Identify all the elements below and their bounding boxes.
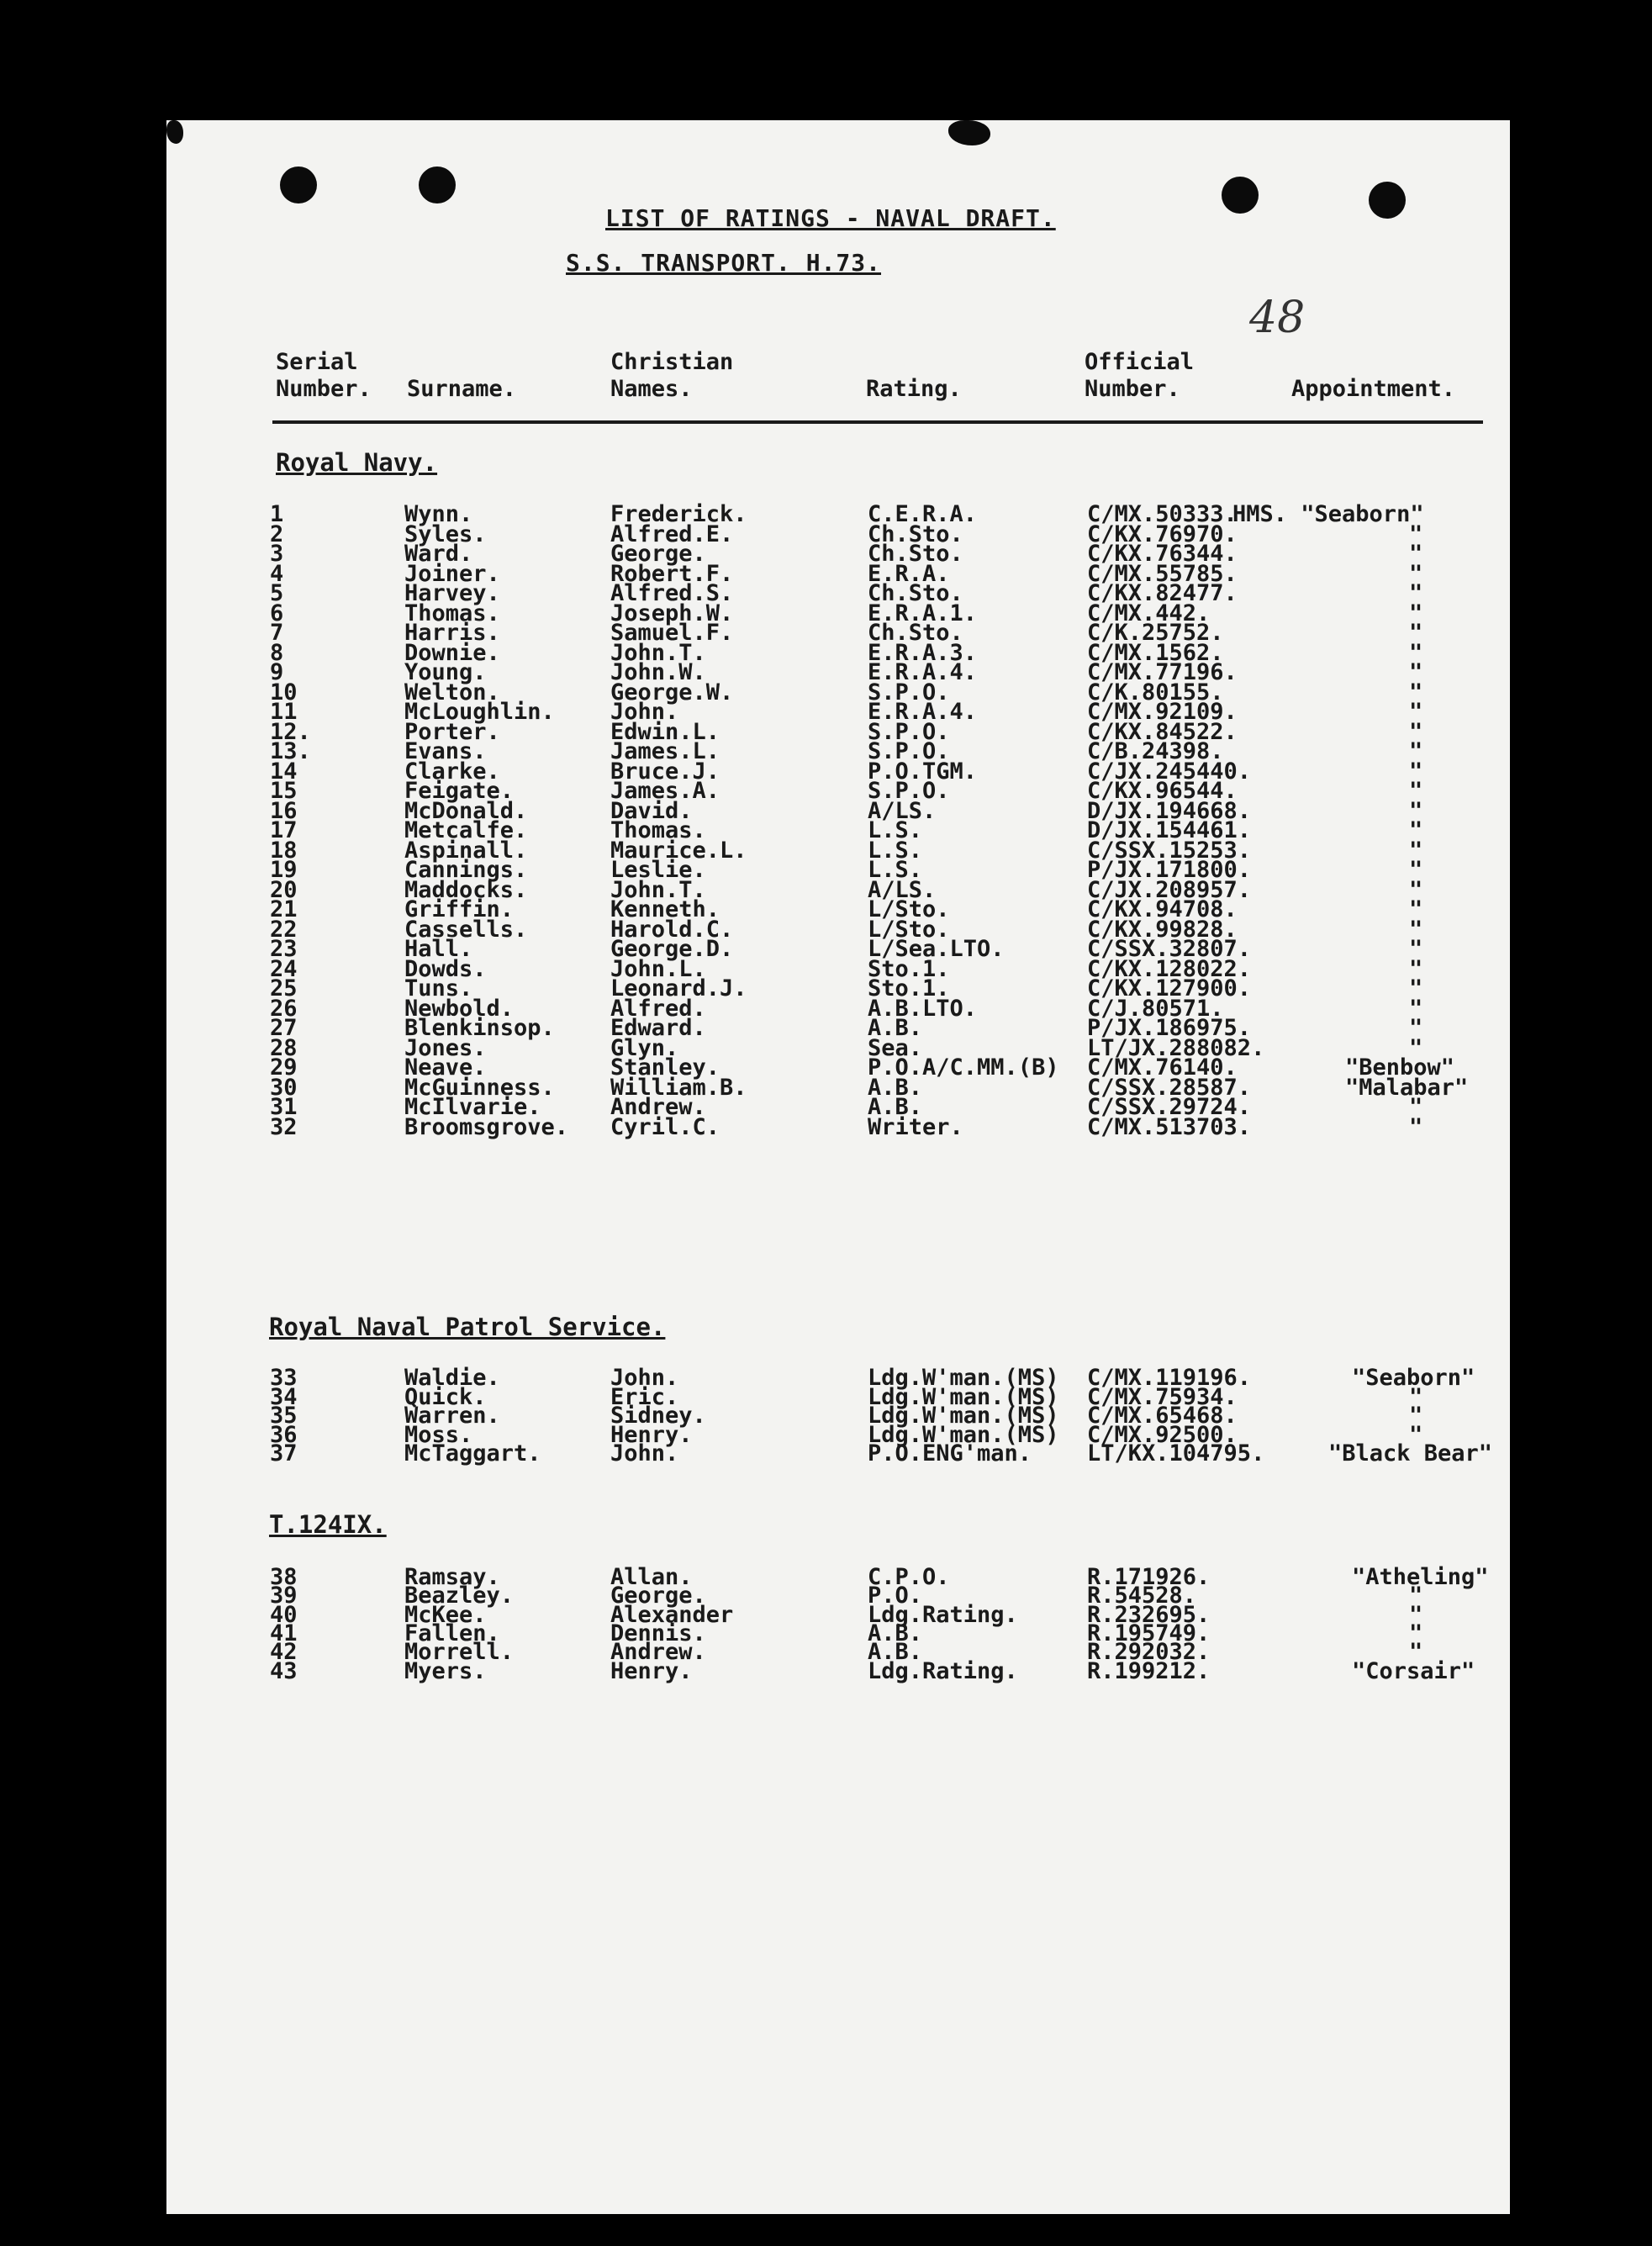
surname: Cannings. xyxy=(404,857,528,883)
rating: Ch.Sto. xyxy=(868,580,963,606)
christian-names: William.B. xyxy=(610,1075,747,1101)
table-row xyxy=(166,1441,1510,1467)
official-number: C/MX.77196. xyxy=(1087,659,1238,685)
surname: Aspinall. xyxy=(404,838,528,864)
rating: S.P.O. xyxy=(868,778,950,804)
rating: A/LS. xyxy=(868,798,937,824)
rating: Ch.Sto. xyxy=(868,541,963,567)
rating: Ldg.W'man.(MS) xyxy=(868,1365,1059,1391)
serial-number: 7 xyxy=(270,620,284,646)
surname: Newbold. xyxy=(404,996,515,1022)
serial-number: 2 xyxy=(270,521,284,547)
christian-names: Dennis. xyxy=(610,1620,706,1646)
appointment: "Seaborn" xyxy=(1352,1365,1475,1391)
serial-number: 5 xyxy=(270,580,284,606)
appointment: " xyxy=(1409,857,1423,883)
official-number: C/KX.76344. xyxy=(1087,541,1238,567)
appointment: HMS. "Seaborn" xyxy=(1232,501,1424,527)
official-number: LT/KX.104795. xyxy=(1087,1440,1265,1467)
surname: Wynn. xyxy=(404,501,473,527)
christian-names: John.W. xyxy=(610,659,706,685)
official-number: C/JX.245440. xyxy=(1087,758,1252,785)
serial-number: 3 xyxy=(270,541,284,567)
appointment: " xyxy=(1409,778,1423,804)
official-number: C/MX.50333. xyxy=(1087,501,1238,527)
surname: Quick. xyxy=(404,1384,487,1410)
surname: Porter. xyxy=(404,719,500,745)
serial-number: 20 xyxy=(270,877,298,903)
christian-names: Henry. xyxy=(610,1658,693,1684)
serial-number: 40 xyxy=(270,1602,298,1628)
christian-names: Eric. xyxy=(610,1384,679,1410)
rating: L.S. xyxy=(868,857,923,883)
christian-names: Edward. xyxy=(610,1015,706,1041)
official-number: C/SSX.32807. xyxy=(1087,936,1252,962)
appointment: "Black Bear" xyxy=(1328,1440,1493,1467)
serial-number: 6 xyxy=(270,600,284,626)
appointment: " xyxy=(1409,679,1423,706)
appointment: " xyxy=(1409,896,1423,922)
serial-number: 30 xyxy=(270,1075,298,1101)
surname: Joiner. xyxy=(404,561,500,587)
punch-hole xyxy=(419,166,456,203)
rating: Ldg.Rating. xyxy=(868,1602,1018,1628)
official-number: LT/JX.288082. xyxy=(1087,1035,1265,1061)
surname: McLoughlin. xyxy=(404,699,555,725)
serial-number: 15 xyxy=(270,778,298,804)
official-number: C/KX.82477. xyxy=(1087,580,1238,606)
serial-number: 24 xyxy=(270,956,298,982)
serial-number: 42 xyxy=(270,1639,298,1665)
surname: Myers. xyxy=(404,1658,487,1684)
official-number: R.171926. xyxy=(1087,1564,1211,1590)
column-header-rating: Rating. xyxy=(866,376,962,402)
official-number: C/KX.96544. xyxy=(1087,778,1238,804)
appointment: " xyxy=(1409,798,1423,824)
surname: Welton. xyxy=(404,679,500,706)
appointment: " xyxy=(1409,719,1423,745)
section-title: T.124IX. xyxy=(269,1510,387,1539)
document-page xyxy=(166,120,1510,2214)
appointment: " xyxy=(1409,1015,1423,1041)
serial-number: 28 xyxy=(270,1035,298,1061)
appointment: " xyxy=(1409,659,1423,685)
appointment: " xyxy=(1409,996,1423,1022)
official-number: R.232695. xyxy=(1087,1602,1211,1628)
serial-number: 9 xyxy=(270,659,284,685)
rating: A.B. xyxy=(868,1094,923,1120)
christian-names: Leonard.J. xyxy=(610,975,747,1001)
official-number: C/MX.92500. xyxy=(1087,1422,1238,1448)
surname: Ward. xyxy=(404,541,473,567)
rating: A.B. xyxy=(868,1639,923,1665)
rating: P.O.ENG'man. xyxy=(868,1440,1032,1467)
serial-number: 16 xyxy=(270,798,298,824)
christian-names: James.A. xyxy=(610,778,720,804)
surname: Downie. xyxy=(404,640,500,666)
rating: E.R.A.1. xyxy=(868,600,978,626)
official-number: C/KX.94708. xyxy=(1087,896,1238,922)
serial-number: 33 xyxy=(270,1365,298,1391)
appointment: "Atheling" xyxy=(1352,1564,1489,1590)
christian-names: George. xyxy=(610,1583,706,1609)
rating: E.R.A.4. xyxy=(868,659,978,685)
christian-names: Henry. xyxy=(610,1422,693,1448)
official-number: R.199212. xyxy=(1087,1658,1211,1684)
column-header-appointment: Appointment. xyxy=(1291,376,1456,402)
christian-names: Sidney. xyxy=(610,1403,706,1429)
serial-number: 8 xyxy=(270,640,284,666)
surname: Ramsay. xyxy=(404,1564,500,1590)
appointment: "Corsair" xyxy=(1352,1658,1475,1684)
appointment: "Malabar" xyxy=(1345,1075,1469,1101)
surname: Blenkinsop. xyxy=(404,1015,555,1041)
serial-number: 36 xyxy=(270,1422,298,1448)
appointment: " xyxy=(1409,936,1423,962)
christian-names: Robert.F. xyxy=(610,561,734,587)
serial-number: 37 xyxy=(270,1440,298,1467)
official-number: C/KX.76970. xyxy=(1087,521,1238,547)
rating: S.P.O. xyxy=(868,719,950,745)
christian-names: George. xyxy=(610,541,706,567)
appointment: " xyxy=(1409,1035,1423,1061)
christian-names: Alfred.S. xyxy=(610,580,734,606)
punch-hole xyxy=(1369,182,1406,219)
rating: Ldg.W'man.(MS) xyxy=(868,1422,1059,1448)
official-number: C/MX.65468. xyxy=(1087,1403,1238,1429)
christian-names: Samuel.F. xyxy=(610,620,734,646)
rating: L/Sea.LTO. xyxy=(868,936,1005,962)
surname: Dowds. xyxy=(404,956,487,982)
serial-number: 25 xyxy=(270,975,298,1001)
christian-names: Alfred. xyxy=(610,996,706,1022)
serial-number: 19 xyxy=(270,857,298,883)
ink-blot xyxy=(166,120,183,144)
rating: L/Sto. xyxy=(868,896,950,922)
christian-names: Frederick. xyxy=(610,501,747,527)
rating: S.P.O. xyxy=(868,738,950,764)
surname: Morrell. xyxy=(404,1639,515,1665)
surname: Metcalfe. xyxy=(404,817,528,843)
official-number: R.195749. xyxy=(1087,1620,1211,1646)
serial-number: 14 xyxy=(270,758,298,785)
official-number: C/K.80155. xyxy=(1087,679,1224,706)
official-number: C/MX.92109. xyxy=(1087,699,1238,725)
serial-number: 43 xyxy=(270,1658,298,1684)
rating: P.O.A/C.MM.(B) xyxy=(868,1054,1059,1081)
serial-number: 26 xyxy=(270,996,298,1022)
christian-names: John. xyxy=(610,1365,679,1391)
appointment: " xyxy=(1409,580,1423,606)
rating: L.S. xyxy=(868,838,923,864)
official-number: C/KX.84522. xyxy=(1087,719,1238,745)
appointment: " xyxy=(1409,1114,1423,1140)
surname: Griffin. xyxy=(404,896,515,922)
rating: S.P.O. xyxy=(868,679,950,706)
surname: Evans. xyxy=(404,738,487,764)
official-number: P/JX.171800. xyxy=(1087,857,1252,883)
document-title: LIST OF RATINGS - NAVAL DRAFT. xyxy=(605,204,1056,232)
table-row xyxy=(166,1115,1510,1140)
appointment: " xyxy=(1409,1639,1423,1665)
appointment: " xyxy=(1409,738,1423,764)
serial-number: 27 xyxy=(270,1015,298,1041)
official-number: C/K.25752. xyxy=(1087,620,1224,646)
christian-names: John.L. xyxy=(610,956,706,982)
surname: Clarke. xyxy=(404,758,500,785)
rating: P.O.TGM. xyxy=(868,758,978,785)
christian-names: John.T. xyxy=(610,640,706,666)
official-number: C/JX.208957. xyxy=(1087,877,1252,903)
christian-names: Allan. xyxy=(610,1564,693,1590)
surname: Waldie. xyxy=(404,1365,500,1391)
christian-names: Thomas. xyxy=(610,817,706,843)
christian-names: Alexander xyxy=(610,1602,734,1628)
official-number: C/KX.127900. xyxy=(1087,975,1252,1001)
column-header-surname: Surname. xyxy=(407,376,517,402)
christian-names: Cyril.C. xyxy=(610,1114,720,1140)
appointment: " xyxy=(1409,1403,1423,1429)
serial-number: 31 xyxy=(270,1094,298,1120)
surname: McKee. xyxy=(404,1602,487,1628)
section-title: Royal Navy. xyxy=(276,448,438,477)
table-row xyxy=(166,1659,1510,1684)
christian-names: George.W. xyxy=(610,679,734,706)
christian-names: Bruce.J. xyxy=(610,758,720,785)
official-number: C/MX.442. xyxy=(1087,600,1211,626)
christian-names: Andrew. xyxy=(610,1639,706,1665)
appointment: " xyxy=(1409,877,1423,903)
appointment: " xyxy=(1409,600,1423,626)
rating: E.R.A.3. xyxy=(868,640,978,666)
surname: Feigate. xyxy=(404,778,515,804)
christian-names: George.D. xyxy=(610,936,734,962)
rating: C.E.R.A. xyxy=(868,501,978,527)
surname: McGuinness. xyxy=(404,1075,555,1101)
column-header-christian-names: Christian Names. xyxy=(610,349,734,402)
official-number: P/JX.186975. xyxy=(1087,1015,1252,1041)
surname: Harris. xyxy=(404,620,500,646)
serial-number: 12. xyxy=(270,719,311,745)
surname: Moss. xyxy=(404,1422,473,1448)
serial-number: 1 xyxy=(270,501,284,527)
surname: Tuns. xyxy=(404,975,473,1001)
official-number: C/MX.55785. xyxy=(1087,561,1238,587)
serial-number: 39 xyxy=(270,1583,298,1609)
serial-number: 35 xyxy=(270,1403,298,1429)
christian-names: John. xyxy=(610,1440,679,1467)
rating: Ch.Sto. xyxy=(868,521,963,547)
surname: Hall. xyxy=(404,936,473,962)
christian-names: David. xyxy=(610,798,693,824)
rating: E.R.A.4. xyxy=(868,699,978,725)
christian-names: Joseph.W. xyxy=(610,600,734,626)
christian-names: John.T. xyxy=(610,877,706,903)
surname: Broomsgrove. xyxy=(404,1114,569,1140)
official-number: C/SSX.28587. xyxy=(1087,1075,1252,1101)
official-number: C/MX.513703. xyxy=(1087,1114,1252,1140)
christian-names: Andrew. xyxy=(610,1094,706,1120)
official-number: C/KX.99828. xyxy=(1087,917,1238,943)
serial-number: 38 xyxy=(270,1564,298,1590)
surname: Beazley. xyxy=(404,1583,515,1609)
appointment: " xyxy=(1409,1620,1423,1646)
christian-names: Stanley. xyxy=(610,1054,720,1081)
official-number: C/MX.75934. xyxy=(1087,1384,1238,1410)
official-number: R.54528. xyxy=(1087,1583,1197,1609)
official-number: R.292032. xyxy=(1087,1639,1211,1665)
serial-number: 23 xyxy=(270,936,298,962)
appointment: " xyxy=(1409,541,1423,567)
serial-number: 17 xyxy=(270,817,298,843)
surname: McIlvarie. xyxy=(404,1094,541,1120)
rating: L.S. xyxy=(868,817,923,843)
rating: L/Sto. xyxy=(868,917,950,943)
christian-names: Leslie. xyxy=(610,857,706,883)
appointment: " xyxy=(1409,817,1423,843)
rating: Sea. xyxy=(868,1035,923,1061)
appointment: " xyxy=(1409,699,1423,725)
official-number: C/SSX.15253. xyxy=(1087,838,1252,864)
christian-names: James.L. xyxy=(610,738,720,764)
surname: McTaggart. xyxy=(404,1440,541,1467)
serial-number: 32 xyxy=(270,1114,298,1140)
rating: C.P.O. xyxy=(868,1564,950,1590)
handwritten-page-number: 48 xyxy=(1249,293,1306,343)
document-subtitle: S.S. TRANSPORT. H.73. xyxy=(566,249,882,277)
punch-hole xyxy=(1222,177,1259,214)
surname: Maddocks. xyxy=(404,877,528,903)
rating: A.B.LTO. xyxy=(868,996,978,1022)
serial-number: 13. xyxy=(270,738,311,764)
ink-blot xyxy=(948,120,990,145)
christian-names: Maurice.L. xyxy=(610,838,747,864)
rating: A.B. xyxy=(868,1075,923,1101)
rating: Ch.Sto. xyxy=(868,620,963,646)
serial-number: 11 xyxy=(270,699,298,725)
appointment: " xyxy=(1409,1422,1423,1448)
punch-hole xyxy=(280,166,317,203)
surname: Thomas. xyxy=(404,600,500,626)
official-number: D/JX.194668. xyxy=(1087,798,1252,824)
appointment: " xyxy=(1409,521,1423,547)
rating: A.B. xyxy=(868,1620,923,1646)
rating: Writer. xyxy=(868,1114,963,1140)
rating: Ldg.Rating. xyxy=(868,1658,1018,1684)
rating: P.O. xyxy=(868,1583,923,1609)
official-number: C/MX.1562. xyxy=(1087,640,1224,666)
rating: Ldg.W'man.(MS) xyxy=(868,1403,1059,1429)
rating: A/LS. xyxy=(868,877,937,903)
appointment: " xyxy=(1409,838,1423,864)
rating: Sto.1. xyxy=(868,975,950,1001)
serial-number: 22 xyxy=(270,917,298,943)
column-header-official-number: Official Number. xyxy=(1085,349,1195,402)
christian-names: Alfred.E. xyxy=(610,521,734,547)
appointment: " xyxy=(1409,1384,1423,1410)
appointment: " xyxy=(1409,1602,1423,1628)
rating: Sto.1. xyxy=(868,956,950,982)
section-title: Royal Naval Patrol Service. xyxy=(269,1313,666,1341)
serial-number: 18 xyxy=(270,838,298,864)
official-number: C/SSX.29724. xyxy=(1087,1094,1252,1120)
appointment: " xyxy=(1409,917,1423,943)
surname: Cassells. xyxy=(404,917,528,943)
surname: Jones. xyxy=(404,1035,487,1061)
serial-number: 41 xyxy=(270,1620,298,1646)
official-number: C/B.24398. xyxy=(1087,738,1224,764)
serial-number: 10 xyxy=(270,679,298,706)
serial-number: 29 xyxy=(270,1054,298,1081)
appointment: " xyxy=(1409,561,1423,587)
christian-names: John. xyxy=(610,699,679,725)
appointment: " xyxy=(1409,1094,1423,1120)
appointment: " xyxy=(1409,620,1423,646)
christian-names: Glyn. xyxy=(610,1035,679,1061)
serial-number: 4 xyxy=(270,561,284,587)
serial-number: 21 xyxy=(270,896,298,922)
surname: Fallen. xyxy=(404,1620,500,1646)
column-header-serial: Serial Number. xyxy=(276,349,372,402)
surname: Neave. xyxy=(404,1054,487,1081)
christian-names: Harold.C. xyxy=(610,917,734,943)
official-number: C/J.80571. xyxy=(1087,996,1224,1022)
official-number: C/KX.128022. xyxy=(1087,956,1252,982)
surname: Syles. xyxy=(404,521,487,547)
appointment: " xyxy=(1409,1583,1423,1609)
surname: Warren. xyxy=(404,1403,500,1429)
rating: A.B. xyxy=(868,1015,923,1041)
christian-names: Kenneth. xyxy=(610,896,720,922)
appointment: " xyxy=(1409,640,1423,666)
surname: Young. xyxy=(404,659,487,685)
header-rule xyxy=(272,420,1483,424)
rating: E.R.A. xyxy=(868,561,950,587)
surname: McDonald. xyxy=(404,798,528,824)
rating: Ldg.W'man.(MS) xyxy=(868,1384,1059,1410)
official-number: C/MX.76140. xyxy=(1087,1054,1238,1081)
appointment: " xyxy=(1409,956,1423,982)
appointment: " xyxy=(1409,758,1423,785)
serial-number: 34 xyxy=(270,1384,298,1410)
appointment: "Benbow" xyxy=(1345,1054,1455,1081)
appointment: " xyxy=(1409,975,1423,1001)
surname: Harvey. xyxy=(404,580,500,606)
official-number: C/MX.119196. xyxy=(1087,1365,1252,1391)
christian-names: Edwin.L. xyxy=(610,719,720,745)
official-number: D/JX.154461. xyxy=(1087,817,1252,843)
